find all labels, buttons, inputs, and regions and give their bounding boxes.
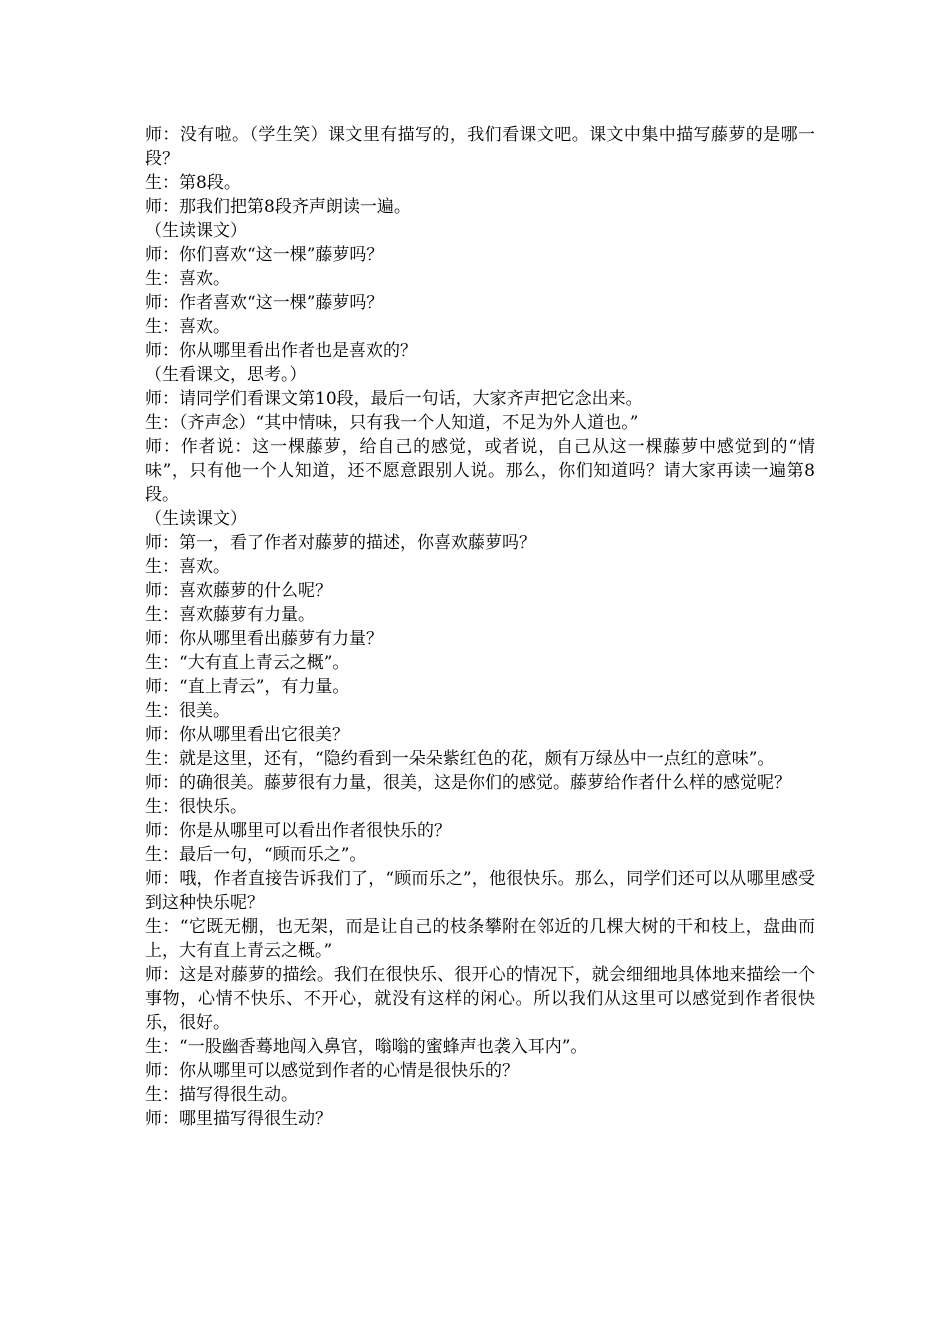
dialogue-line: 生：喜欢。: [145, 557, 230, 577]
dialogue-line: 生：“一股幽香蓦地闯入鼻官，嗡嗡的蜜蜂声也袭入耳内”。: [145, 1037, 588, 1057]
dialogue-line: 师：你是从哪里可以看出作者很快乐的？: [145, 821, 451, 841]
dialogue-line: 生：“大有直上青云之概”。: [145, 653, 350, 673]
document-page: [145, 123, 815, 1131]
dialogue-line: 生：喜欢。: [145, 269, 230, 289]
dialogue-line: 生：很快乐。: [145, 797, 247, 817]
dialogue-line: 师：喜欢藤萝的什么呢？: [145, 581, 332, 601]
dialogue-line: 师：你从哪里看出作者也是喜欢的？: [145, 341, 417, 361]
dialogue-line: 生：“它既无棚，也无架，而是让自己的枝条攀附在邻近的几棵大树的干和枝上，盘曲而上，大有直上青云之概。”: [145, 917, 815, 961]
dialogue-line: 生：就是这里，还有，“隐约看到一朵朵紫红色的花，颇有万绿丛中一点红的意味”。: [145, 749, 775, 769]
dialogue-line: 师：没有啦。（学生笑）课文里有描写的，我们看课文吧。课文中集中描写藤萝的是哪一段？: [145, 125, 815, 169]
dialogue-line: 师：作者喜欢“这一棵”藤萝吗？: [145, 293, 384, 313]
dialogue-line: 师：你从哪里可以感觉到作者的心情是很快乐的？: [145, 1061, 519, 1081]
dialogue-line: 生：喜欢。: [145, 317, 230, 337]
dialogue-line: 生：第8段。: [145, 173, 241, 193]
dialogue-line: 师：哦，作者直接告诉我们了，“顾而乐之”，他很快乐。那么，同学们还可以从哪里感受到这种快乐呢？: [145, 869, 815, 913]
stage-direction: （生读课文）: [145, 509, 247, 529]
dialogue-line: 师：你从哪里看出藤萝有力量？: [145, 629, 383, 649]
dialogue-line: 师：那我们把第8段齐声朗读一遍。: [145, 197, 411, 217]
dialogue-line: 师：“直上青云”，有力量。: [145, 677, 350, 697]
dialogue-line: 师：请同学们看课文第10段，最后一句话，大家齐声把它念出来。: [145, 389, 643, 409]
dialogue-line: 师：你从哪里看出它很美？: [145, 725, 349, 745]
dialogue-line: 师：的确很美。藤萝很有力量，很美，这是你们的感觉。藤萝给作者什么样的感觉呢？: [145, 773, 791, 793]
dialogue-line: 师：哪里描写得很生动？: [145, 1109, 332, 1129]
dialogue-line: 生：最后一句，“顾而乐之”。: [145, 845, 367, 865]
dialogue-line: 生：很美。: [145, 701, 230, 721]
dialogue-line: 生：喜欢藤萝有力量。: [145, 605, 315, 625]
dialogue-line: 师：作者说：这一棵藤萝，给自己的感觉，或者说，自己从这一棵藤萝中感觉到的“情味”，只有他一个人知道，还不愿意跟别人说。那么，你们知道吗？请大家再读一遍第8段。: [145, 437, 815, 505]
dialogue-line: 师：第一，看了作者对藤萝的描述，你喜欢藤萝吗？: [145, 533, 536, 553]
dialogue-line: 生：描写得很生动。: [145, 1085, 298, 1105]
stage-direction: （生读课文）: [145, 221, 247, 241]
dialogue-line: 生：（齐声念）“其中情味，只有我一个人知道，不足为外人道也。”: [145, 413, 639, 433]
dialogue-line: 师：你们喜欢“这一棵”藤萝吗？: [145, 245, 384, 265]
stage-direction: （生看课文，思考。）: [145, 365, 307, 385]
dialogue-line: 师：这是对藤萝的描绘。我们在很快乐、很开心的情况下，就会细细地具体地来描绘一个事物，心情不快乐、不开心，就没有这样的闲心。所以我们从这里可以感觉到作者很快乐，很好。: [145, 965, 815, 1033]
